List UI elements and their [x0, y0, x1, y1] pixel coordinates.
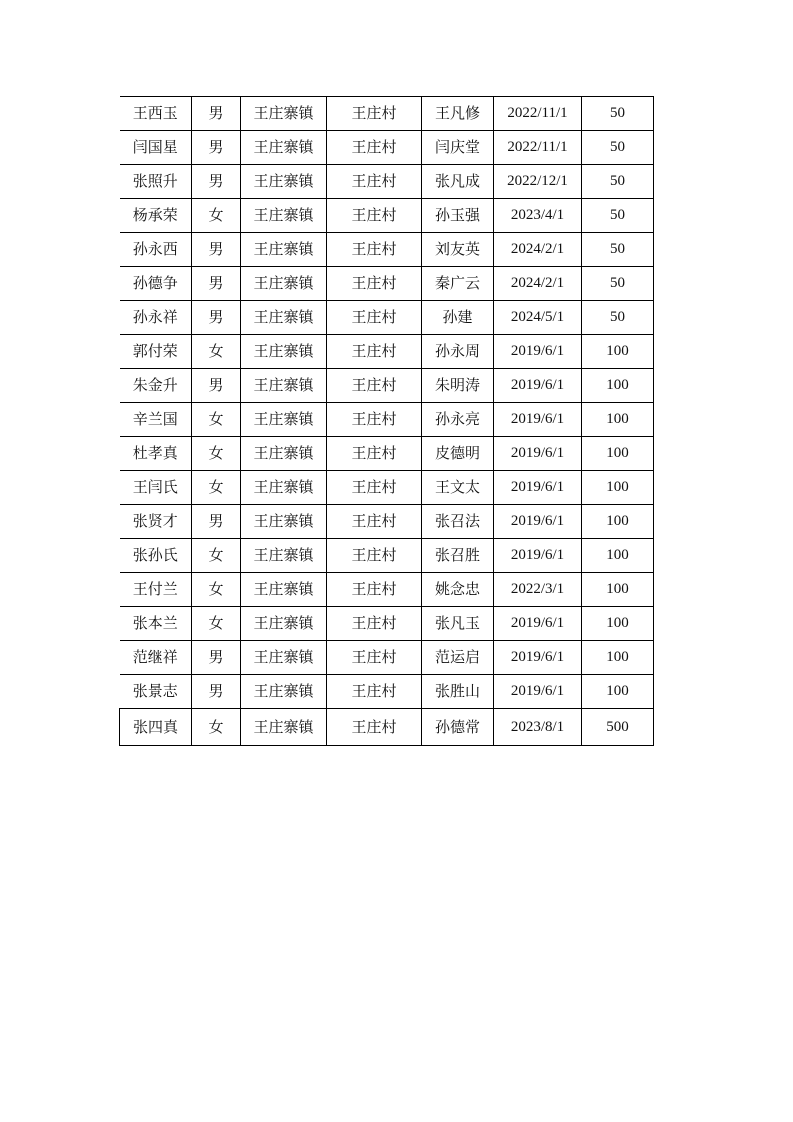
cell-village: 王庄村 — [327, 131, 422, 165]
cell-amount: 50 — [582, 301, 654, 335]
cell-town: 王庄寨镇 — [241, 369, 327, 403]
table-row — [120, 233, 654, 267]
cell-village: 王庄村 — [327, 301, 422, 335]
cell-date: 2023/4/1 — [494, 199, 582, 233]
cell-village: 王庄村 — [327, 335, 422, 369]
cell-name: 王西玉 — [120, 97, 192, 131]
cell-agent: 张凡成 — [422, 165, 494, 199]
cell-town: 王庄寨镇 — [241, 403, 327, 437]
cell-town: 王庄寨镇 — [241, 335, 327, 369]
cell-amount: 100 — [582, 573, 654, 607]
cell-date: 2022/12/1 — [494, 165, 582, 199]
cell-village: 王庄村 — [327, 471, 422, 505]
cell-amount: 50 — [582, 199, 654, 233]
table-row — [120, 131, 654, 165]
cell-name: 张贤才 — [120, 505, 192, 539]
cell-agent: 孙建 — [422, 301, 494, 335]
cell-name: 杜孝真 — [120, 437, 192, 471]
cell-date: 2024/2/1 — [494, 233, 582, 267]
cell-date: 2019/6/1 — [494, 335, 582, 369]
cell-agent: 朱明涛 — [422, 369, 494, 403]
cell-agent: 范运启 — [422, 641, 494, 675]
cell-town: 王庄寨镇 — [241, 471, 327, 505]
cell-town: 王庄寨镇 — [241, 131, 327, 165]
cell-village: 王庄村 — [327, 675, 422, 709]
cell-gender: 女 — [192, 335, 241, 369]
cell-agent: 王凡修 — [422, 97, 494, 131]
cell-date: 2019/6/1 — [494, 607, 582, 641]
cell-date: 2019/6/1 — [494, 539, 582, 573]
cell-gender: 男 — [192, 369, 241, 403]
cell-name: 孙德争 — [120, 267, 192, 301]
cell-village: 王庄村 — [327, 573, 422, 607]
cell-name: 闫国星 — [120, 131, 192, 165]
cell-gender: 男 — [192, 505, 241, 539]
table-row — [120, 471, 654, 505]
cell-agent: 王文太 — [422, 471, 494, 505]
table-row — [120, 97, 654, 131]
cell-town: 王庄寨镇 — [241, 573, 327, 607]
cell-village: 王庄村 — [327, 233, 422, 267]
cell-name: 辛兰国 — [120, 403, 192, 437]
table-row — [120, 607, 654, 641]
cell-amount: 100 — [582, 641, 654, 675]
cell-amount: 50 — [582, 131, 654, 165]
table-row — [120, 505, 654, 539]
table-row — [120, 301, 654, 335]
table-row — [120, 675, 654, 709]
cell-date: 2022/11/1 — [494, 131, 582, 165]
cell-agent: 张胜山 — [422, 675, 494, 709]
cell-agent: 皮德明 — [422, 437, 494, 471]
cell-agent: 闫庆堂 — [422, 131, 494, 165]
cell-amount: 100 — [582, 335, 654, 369]
cell-name: 杨承荣 — [120, 199, 192, 233]
cell-gender: 男 — [192, 97, 241, 131]
cell-name: 王付兰 — [120, 573, 192, 607]
cell-amount: 50 — [582, 233, 654, 267]
cell-name: 张本兰 — [120, 607, 192, 641]
cell-date: 2022/3/1 — [494, 573, 582, 607]
cell-town: 王庄寨镇 — [241, 267, 327, 301]
cell-town: 王庄寨镇 — [241, 709, 327, 746]
cell-name: 郭付荣 — [120, 335, 192, 369]
cell-town: 王庄寨镇 — [241, 301, 327, 335]
cell-town: 王庄寨镇 — [241, 199, 327, 233]
cell-gender: 女 — [192, 709, 241, 746]
cell-agent: 张召法 — [422, 505, 494, 539]
cell-date: 2019/6/1 — [494, 641, 582, 675]
cell-town: 王庄寨镇 — [241, 607, 327, 641]
cell-village: 王庄村 — [327, 267, 422, 301]
table-row — [120, 437, 654, 471]
cell-gender: 女 — [192, 403, 241, 437]
cell-amount: 100 — [582, 369, 654, 403]
cell-name: 张照升 — [120, 165, 192, 199]
cell-agent: 孙永周 — [422, 335, 494, 369]
cell-date: 2023/8/1 — [494, 709, 582, 746]
cell-date: 2019/6/1 — [494, 437, 582, 471]
cell-village: 王庄村 — [327, 97, 422, 131]
cell-town: 王庄寨镇 — [241, 539, 327, 573]
cell-gender: 男 — [192, 267, 241, 301]
cell-amount: 100 — [582, 607, 654, 641]
cell-date: 2024/2/1 — [494, 267, 582, 301]
cell-gender: 女 — [192, 607, 241, 641]
cell-town: 王庄寨镇 — [241, 505, 327, 539]
cell-agent: 秦广云 — [422, 267, 494, 301]
cell-village: 王庄村 — [327, 709, 422, 746]
cell-gender: 男 — [192, 301, 241, 335]
cell-name: 张景志 — [120, 675, 192, 709]
cell-village: 王庄村 — [327, 505, 422, 539]
cell-agent: 孙永亮 — [422, 403, 494, 437]
cell-date: 2019/6/1 — [494, 505, 582, 539]
cell-amount: 100 — [582, 437, 654, 471]
cell-village: 王庄村 — [327, 369, 422, 403]
cell-gender: 男 — [192, 675, 241, 709]
cell-village: 王庄村 — [327, 641, 422, 675]
cell-agent: 孙德常 — [422, 709, 494, 746]
cell-amount: 100 — [582, 471, 654, 505]
cell-date: 2022/11/1 — [494, 97, 582, 131]
cell-village: 王庄村 — [327, 403, 422, 437]
cell-agent: 张凡玉 — [422, 607, 494, 641]
cell-name: 朱金升 — [120, 369, 192, 403]
cell-village: 王庄村 — [327, 607, 422, 641]
cell-name: 张四真 — [120, 709, 192, 746]
cell-name: 张孙氏 — [120, 539, 192, 573]
cell-agent: 姚念忠 — [422, 573, 494, 607]
cell-amount: 100 — [582, 505, 654, 539]
cell-date: 2019/6/1 — [494, 403, 582, 437]
cell-village: 王庄村 — [327, 165, 422, 199]
table-row — [120, 335, 654, 369]
cell-gender: 女 — [192, 437, 241, 471]
cell-gender: 男 — [192, 131, 241, 165]
roster-table — [119, 96, 654, 746]
cell-town: 王庄寨镇 — [241, 675, 327, 709]
table-row — [120, 199, 654, 233]
cell-gender: 男 — [192, 233, 241, 267]
cell-town: 王庄寨镇 — [241, 165, 327, 199]
cell-name: 范继祥 — [120, 641, 192, 675]
cell-name: 孙永西 — [120, 233, 192, 267]
cell-name: 孙永祥 — [120, 301, 192, 335]
table-row — [120, 539, 654, 573]
cell-name: 王闫氏 — [120, 471, 192, 505]
cell-gender: 女 — [192, 471, 241, 505]
cell-town: 王庄寨镇 — [241, 233, 327, 267]
cell-agent: 孙玉强 — [422, 199, 494, 233]
cell-amount: 100 — [582, 539, 654, 573]
cell-date: 2019/6/1 — [494, 675, 582, 709]
cell-gender: 女 — [192, 573, 241, 607]
cell-amount: 100 — [582, 675, 654, 709]
cell-date: 2019/6/1 — [494, 369, 582, 403]
cell-date: 2019/6/1 — [494, 471, 582, 505]
cell-town: 王庄寨镇 — [241, 437, 327, 471]
cell-amount: 50 — [582, 267, 654, 301]
cell-agent: 刘友英 — [422, 233, 494, 267]
cell-gender: 女 — [192, 199, 241, 233]
cell-amount: 100 — [582, 403, 654, 437]
cell-town: 王庄寨镇 — [241, 641, 327, 675]
cell-gender: 男 — [192, 641, 241, 675]
cell-village: 王庄村 — [327, 437, 422, 471]
roster-table-body — [120, 97, 654, 746]
table-row — [120, 641, 654, 675]
table-row — [120, 573, 654, 607]
cell-agent: 张召胜 — [422, 539, 494, 573]
table-row — [120, 267, 654, 301]
cell-town: 王庄寨镇 — [241, 97, 327, 131]
table-row — [120, 709, 654, 746]
cell-village: 王庄村 — [327, 539, 422, 573]
cell-gender: 男 — [192, 165, 241, 199]
table-row — [120, 369, 654, 403]
cell-amount: 50 — [582, 97, 654, 131]
cell-village: 王庄村 — [327, 199, 422, 233]
cell-amount: 50 — [582, 165, 654, 199]
table-row — [120, 165, 654, 199]
cell-gender: 女 — [192, 539, 241, 573]
cell-date: 2024/5/1 — [494, 301, 582, 335]
table-row — [120, 403, 654, 437]
cell-amount: 500 — [582, 709, 654, 746]
